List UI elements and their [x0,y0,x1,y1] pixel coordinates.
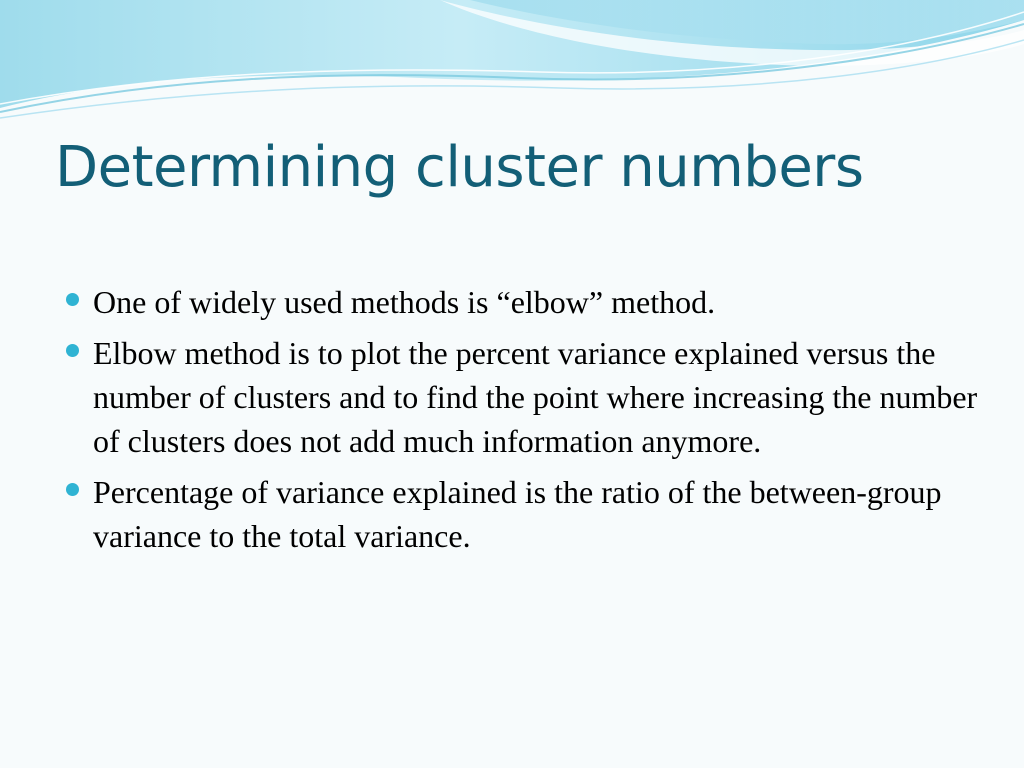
bullet-dot-icon [66,483,79,496]
bullet-dot-icon [66,344,79,357]
bullet-list [60,280,980,565]
bullet-text-1: One of widely used methods is “elbow” method. [93,284,716,320]
bullet-text-3: Percentage of variance explained is the ratio of the between-group variance to the total variance. [93,474,942,554]
bullet-dot-icon [66,293,79,306]
header-wave-decoration [0,0,1024,130]
bullet-text-2: Elbow method is to plot the percent variance explained versus the number of clusters and to find the point where increasing the number of clusters does not add much information anymore. [93,335,978,459]
bullet-item-2 [60,331,980,463]
bullet-item-1 [60,280,980,324]
slide-title: Determining cluster numbers [55,135,864,200]
bullet-item-3 [60,470,980,558]
